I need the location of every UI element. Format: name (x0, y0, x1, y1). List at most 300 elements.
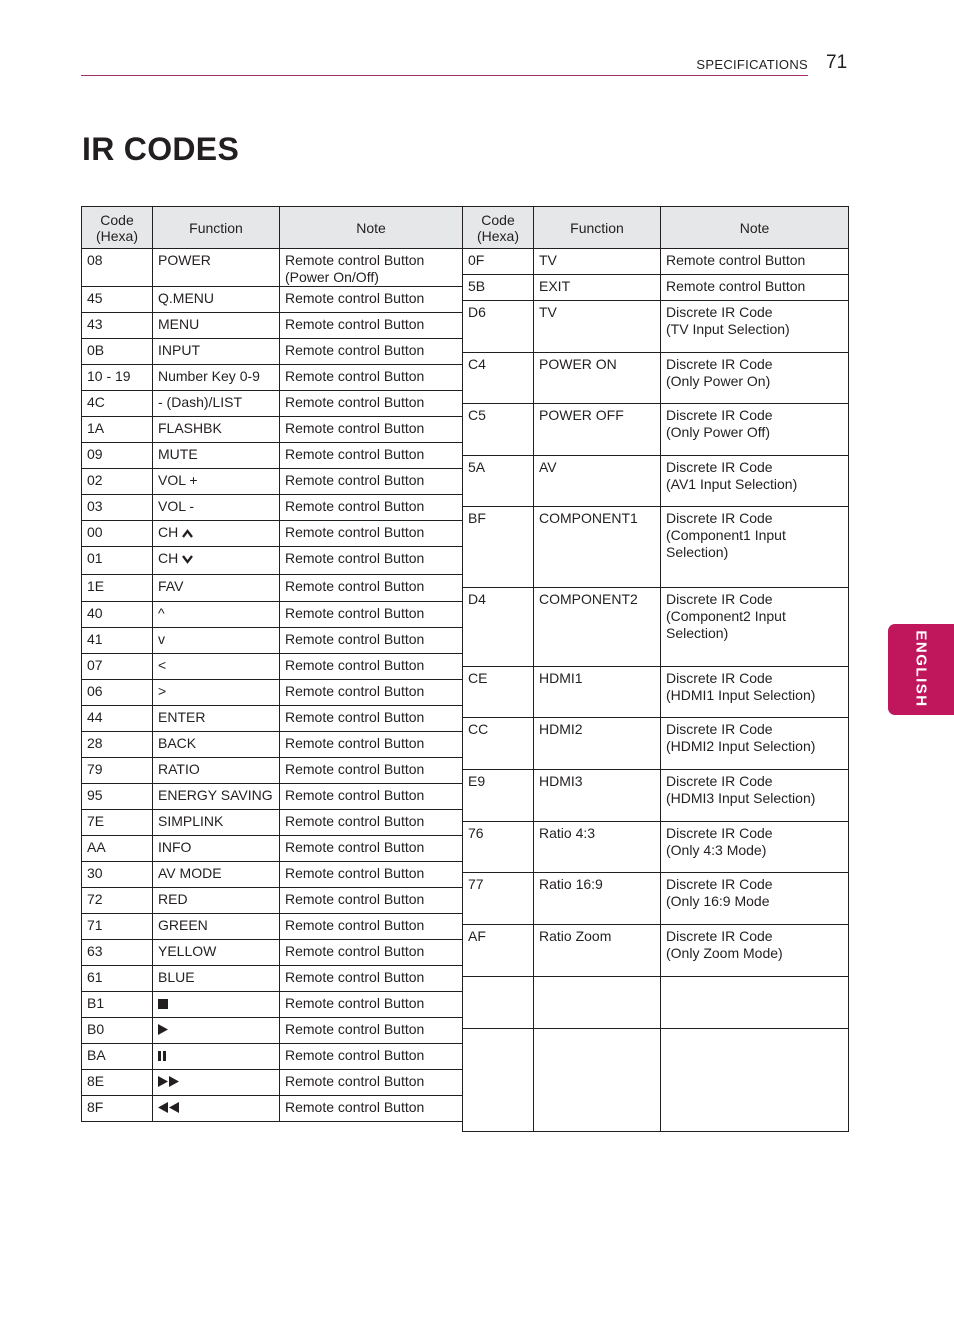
function-label: < (158, 657, 167, 673)
code-cell: BA (82, 1044, 153, 1070)
note-cell (280, 365, 463, 391)
table-row (463, 873, 849, 925)
note-cell (661, 770, 849, 822)
code-cell: 95 (82, 784, 153, 810)
note-text: Remote control Button (Power On/Off) (285, 252, 425, 285)
note-cell (280, 521, 463, 547)
function-label: RATIO (158, 761, 200, 777)
function-cell (153, 966, 280, 992)
note-cell (280, 940, 463, 966)
note-text: Remote control Button (285, 420, 425, 436)
code-cell: B0 (82, 1018, 153, 1044)
chevron-down-icon (182, 551, 193, 568)
column-header-function: Function (534, 207, 661, 249)
table-row (82, 1044, 463, 1070)
function-cell (153, 810, 280, 836)
code-text: C5 (468, 407, 486, 423)
note-cell (661, 301, 849, 353)
code-cell (463, 507, 534, 588)
note-cell (280, 547, 463, 575)
function-cell (534, 353, 661, 404)
ir-codes-table-left (81, 206, 463, 1122)
function-cell (153, 417, 280, 443)
note-text: Remote control Button (285, 472, 425, 488)
code-text: C4 (468, 356, 486, 372)
function-cell (534, 588, 661, 667)
code-cell: 06 (82, 680, 153, 706)
table-row (82, 654, 463, 680)
function-label: GREEN (158, 917, 208, 933)
function-cell (153, 888, 280, 914)
code-cell (463, 1029, 534, 1132)
function-cell (534, 249, 661, 275)
code-text: CE (468, 670, 488, 686)
note-text: Discrete IR Code (Component2 Input Selection) (666, 591, 786, 641)
function-label: ENTER (158, 709, 206, 725)
note-text: Remote control Button (666, 278, 806, 294)
function-cell (153, 862, 280, 888)
note-text: Remote control Button (285, 787, 425, 803)
function-cell (153, 628, 280, 654)
note-cell (280, 575, 463, 602)
function-cell (534, 718, 661, 770)
function-label: > (158, 683, 167, 699)
table-row (82, 940, 463, 966)
note-cell (280, 914, 463, 940)
note-cell (280, 810, 463, 836)
function-cell (153, 575, 280, 602)
note-cell (280, 706, 463, 732)
code-cell: 02 (82, 469, 153, 495)
code-cell: 09 (82, 443, 153, 469)
note-cell (280, 1018, 463, 1044)
code-cell: 63 (82, 940, 153, 966)
table-row (82, 680, 463, 706)
note-cell (280, 836, 463, 862)
note-text: Remote control Button (285, 316, 425, 332)
table-row (82, 365, 463, 391)
code-cell: 4C (82, 391, 153, 417)
code-text: AF (468, 928, 486, 944)
stop-icon (158, 996, 168, 1013)
function-cell (153, 836, 280, 862)
note-text: Remote control Button (285, 394, 425, 410)
code-text: E9 (468, 773, 486, 789)
table-row (82, 495, 463, 521)
function-text: EXIT (539, 278, 571, 294)
function-cell (534, 456, 661, 507)
note-text: Discrete IR Code (Component1 Input Selection) (666, 510, 786, 560)
table-row (82, 706, 463, 732)
function-cell (153, 680, 280, 706)
note-text: Remote control Button (285, 657, 425, 673)
note-text: Discrete IR Code (Only 16:9 Mode (666, 876, 773, 909)
table-row (463, 588, 849, 667)
function-cell (153, 313, 280, 339)
function-cell (153, 654, 280, 680)
table-row (463, 404, 849, 456)
code-text: 77 (468, 876, 484, 892)
note-cell (661, 667, 849, 718)
note-cell (280, 992, 463, 1018)
code-cell: 08 (82, 249, 153, 287)
code-cell (463, 249, 534, 275)
language-tab (888, 624, 954, 715)
code-cell: 72 (82, 888, 153, 914)
table-row (463, 822, 849, 873)
function-label: YELLOW (158, 943, 217, 959)
note-cell (280, 966, 463, 992)
note-cell (280, 654, 463, 680)
table-row (82, 547, 463, 575)
note-text: Remote control Button (285, 761, 425, 777)
function-label: FLASHBK (158, 420, 222, 436)
function-cell (534, 1029, 661, 1132)
function-label: FAV (158, 578, 184, 594)
function-label: VOL - (158, 498, 195, 514)
column-header-note: Note (280, 207, 463, 249)
note-text: Remote control Button (285, 995, 425, 1011)
note-text: Remote control Button (285, 368, 425, 384)
code-cell (463, 456, 534, 507)
code-cell: 79 (82, 758, 153, 784)
code-cell (463, 301, 534, 353)
note-cell (661, 873, 849, 925)
code-cell: 07 (82, 654, 153, 680)
function-label: BACK (158, 735, 197, 751)
note-text: Remote control Button (285, 969, 425, 985)
note-cell (280, 417, 463, 443)
table-row (463, 275, 849, 301)
table-row (82, 575, 463, 602)
note-text: Remote control Button (285, 550, 425, 566)
code-cell (463, 873, 534, 925)
code-cell: 8F (82, 1096, 153, 1122)
note-text: Discrete IR Code (Only 4:3 Mode) (666, 825, 773, 858)
function-cell (153, 992, 280, 1018)
table-row (463, 1029, 849, 1132)
table-row (82, 966, 463, 992)
function-cell (153, 339, 280, 365)
code-cell: 00 (82, 521, 153, 547)
note-text: Discrete IR Code (Only Zoom Mode) (666, 928, 783, 961)
function-text: POWER ON (539, 356, 617, 372)
function-cell (153, 706, 280, 732)
function-cell (534, 822, 661, 873)
note-text: Remote control Button (285, 631, 425, 647)
note-cell (280, 1070, 463, 1096)
table-row (82, 992, 463, 1018)
function-text: HDMI3 (539, 773, 583, 789)
code-cell: 0B (82, 339, 153, 365)
note-text: Remote control Button (285, 735, 425, 751)
note-cell (661, 588, 849, 667)
function-cell (153, 249, 280, 287)
function-label: CH (158, 550, 179, 566)
fast-forward-icon (158, 1074, 180, 1091)
note-cell (280, 249, 463, 287)
note-text: Remote control Button (285, 290, 425, 306)
code-cell: 43 (82, 313, 153, 339)
note-cell (280, 888, 463, 914)
note-text: Discrete IR Code (HDMI1 Input Selection) (666, 670, 816, 703)
function-label: v (158, 631, 165, 647)
function-label: MUTE (158, 446, 198, 462)
table-row (82, 862, 463, 888)
note-text: Remote control Button (285, 917, 425, 933)
code-cell: 61 (82, 966, 153, 992)
function-cell (534, 507, 661, 588)
code-cell (463, 404, 534, 456)
code-cell: AA (82, 836, 153, 862)
function-label: - (Dash)/LIST (158, 394, 243, 410)
code-text: BF (468, 510, 486, 526)
code-cell (463, 770, 534, 822)
note-text: Discrete IR Code (HDMI3 Input Selection) (666, 773, 816, 806)
note-cell (280, 628, 463, 654)
function-label: Number Key 0-9 (158, 368, 260, 384)
column-header-code: Code (Hexa) (82, 207, 153, 249)
note-cell (280, 862, 463, 888)
function-label: POWER (158, 252, 211, 268)
table-row (82, 784, 463, 810)
table-row (463, 667, 849, 718)
code-cell: 40 (82, 602, 153, 628)
code-cell: 41 (82, 628, 153, 654)
note-text: Remote control Button (285, 943, 425, 959)
page-title: IR CODES (82, 131, 240, 167)
code-text: D4 (468, 591, 486, 607)
function-cell (153, 602, 280, 628)
code-cell: 1E (82, 575, 153, 602)
note-text: Remote control Button (285, 839, 425, 855)
code-cell: 01 (82, 547, 153, 575)
function-label: SIMPLINK (158, 813, 224, 829)
table-row (463, 925, 849, 977)
function-cell (534, 925, 661, 977)
table-row (82, 732, 463, 758)
note-text: Discrete IR Code (HDMI2 Input Selection) (666, 721, 816, 754)
note-text: Remote control Button (285, 578, 425, 594)
table-row (82, 521, 463, 547)
code-cell: 71 (82, 914, 153, 940)
code-cell: 30 (82, 862, 153, 888)
table-row (463, 353, 849, 404)
note-cell (661, 718, 849, 770)
function-cell (153, 443, 280, 469)
code-cell: 8E (82, 1070, 153, 1096)
table-row (463, 770, 849, 822)
note-text: Remote control Button (285, 1047, 425, 1063)
function-cell (534, 404, 661, 456)
note-cell (661, 249, 849, 275)
note-text: Remote control Button (666, 252, 806, 268)
note-text: Discrete IR Code (Only Power On) (666, 356, 773, 389)
function-cell (534, 301, 661, 353)
table-row (82, 758, 463, 784)
function-cell (153, 1096, 280, 1122)
table-row (82, 443, 463, 469)
function-cell (534, 977, 661, 1029)
function-cell (153, 495, 280, 521)
function-cell (153, 914, 280, 940)
function-cell (153, 758, 280, 784)
note-cell (280, 443, 463, 469)
note-text: Discrete IR Code (AV1 Input Selection) (666, 459, 798, 492)
function-label: BLUE (158, 969, 195, 985)
note-cell (661, 1029, 849, 1132)
ir-codes-table-right (462, 206, 849, 1132)
code-text: 0F (468, 252, 485, 268)
function-cell (153, 365, 280, 391)
code-cell (463, 925, 534, 977)
note-cell (280, 784, 463, 810)
table-row (82, 313, 463, 339)
note-cell (661, 353, 849, 404)
code-cell (463, 275, 534, 301)
function-label: INPUT (158, 342, 200, 358)
function-cell (153, 940, 280, 966)
code-text: D6 (468, 304, 486, 320)
pause-icon (158, 1048, 166, 1065)
function-cell (153, 1044, 280, 1070)
function-cell (153, 287, 280, 313)
code-cell: 1A (82, 417, 153, 443)
function-cell (153, 1070, 280, 1096)
note-text: Remote control Button (285, 1099, 425, 1115)
function-label: AV MODE (158, 865, 222, 881)
function-cell (153, 521, 280, 547)
note-text: Remote control Button (285, 1021, 425, 1037)
note-cell (661, 977, 849, 1029)
language-tab-label: ENGLISH (912, 630, 930, 708)
note-cell (280, 680, 463, 706)
table-row (82, 836, 463, 862)
function-label: Q.MENU (158, 290, 214, 306)
code-cell (463, 353, 534, 404)
table-row (463, 977, 849, 1029)
code-cell: 7E (82, 810, 153, 836)
function-cell (153, 469, 280, 495)
function-cell (534, 667, 661, 718)
code-cell: 45 (82, 287, 153, 313)
table-row (82, 287, 463, 313)
function-label: INFO (158, 839, 192, 855)
note-cell (280, 313, 463, 339)
table-row (82, 1070, 463, 1096)
chevron-up-icon (182, 525, 193, 542)
note-cell (661, 925, 849, 977)
function-text: TV (539, 252, 557, 268)
table-row (82, 888, 463, 914)
table-row (82, 810, 463, 836)
function-text: Ratio 4:3 (539, 825, 596, 841)
note-cell (280, 602, 463, 628)
function-label: RED (158, 891, 188, 907)
table-row (82, 339, 463, 365)
code-cell (463, 977, 534, 1029)
table-row (82, 1096, 463, 1122)
code-cell: 10 - 19 (82, 365, 153, 391)
code-cell (463, 667, 534, 718)
table-row (82, 1018, 463, 1044)
note-cell (280, 732, 463, 758)
table-row (82, 417, 463, 443)
function-text: TV (539, 304, 557, 320)
note-cell (280, 339, 463, 365)
function-cell (153, 547, 280, 575)
note-text: Discrete IR Code (TV Input Selection) (666, 304, 790, 337)
note-cell (661, 507, 849, 588)
code-text: 5B (468, 278, 486, 294)
note-text: Remote control Button (285, 891, 425, 907)
note-cell (280, 287, 463, 313)
function-label: ^ (158, 605, 165, 621)
function-text: COMPONENT2 (539, 591, 638, 607)
note-cell (661, 275, 849, 301)
table-row (82, 391, 463, 417)
note-text: Remote control Button (285, 709, 425, 725)
table-row (463, 301, 849, 353)
note-cell (661, 404, 849, 456)
function-text: Ratio Zoom (539, 928, 612, 944)
note-text: Remote control Button (285, 446, 425, 462)
note-cell (280, 758, 463, 784)
note-cell (280, 469, 463, 495)
function-cell (534, 873, 661, 925)
table-row (82, 628, 463, 654)
play-icon (158, 1022, 168, 1039)
page-number: 71 (826, 52, 848, 73)
note-cell (280, 391, 463, 417)
note-cell (280, 1044, 463, 1070)
code-cell (463, 588, 534, 667)
code-text: CC (468, 721, 489, 737)
note-text: Remote control Button (285, 342, 425, 358)
table-row (82, 469, 463, 495)
note-text: Discrete IR Code (Only Power Off) (666, 407, 773, 440)
function-text: COMPONENT1 (539, 510, 638, 526)
note-text: Remote control Button (285, 813, 425, 829)
function-cell (153, 1018, 280, 1044)
function-text: HDMI2 (539, 721, 583, 737)
table-row (463, 718, 849, 770)
note-cell (280, 495, 463, 521)
table-row (463, 507, 849, 588)
code-cell: B1 (82, 992, 153, 1018)
function-text: AV (539, 459, 557, 475)
function-text: HDMI1 (539, 670, 583, 686)
note-cell (280, 1096, 463, 1122)
code-cell (463, 718, 534, 770)
function-cell (534, 770, 661, 822)
function-label: MENU (158, 316, 200, 332)
table-row (463, 456, 849, 507)
note-text: Remote control Button (285, 683, 425, 699)
note-text: Remote control Button (285, 605, 425, 621)
column-header-note: Note (661, 207, 849, 249)
function-cell (153, 391, 280, 417)
note-text: Remote control Button (285, 865, 425, 881)
code-cell: 03 (82, 495, 153, 521)
code-text: 5A (468, 459, 486, 475)
column-header-function: Function (153, 207, 280, 249)
table-row (82, 249, 463, 287)
code-cell: 44 (82, 706, 153, 732)
table-row (82, 914, 463, 940)
note-text: Remote control Button (285, 524, 425, 540)
function-cell (153, 732, 280, 758)
